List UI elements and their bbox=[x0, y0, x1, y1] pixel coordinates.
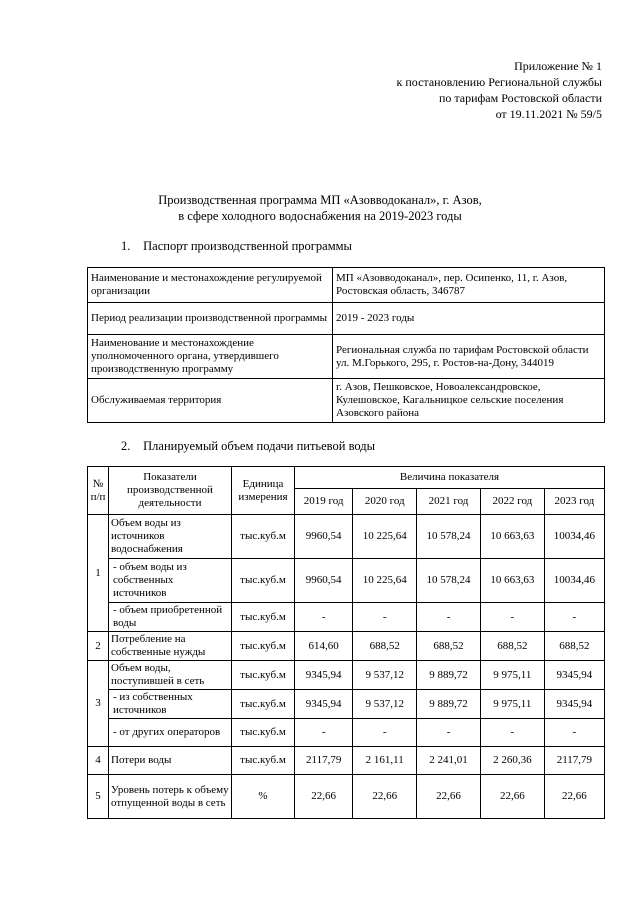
row-value: - bbox=[480, 719, 544, 747]
row-indicator: - объем воды из собственных источников bbox=[109, 559, 232, 603]
row-value: 688,52 bbox=[480, 632, 544, 661]
document-header bbox=[397, 58, 602, 122]
row-indicator: Объем воды, поступившей в сеть bbox=[109, 661, 232, 690]
table-row bbox=[88, 661, 605, 690]
row-value: - bbox=[544, 719, 604, 747]
passport-row bbox=[88, 335, 605, 379]
row-number: 3 bbox=[88, 661, 109, 747]
row-indicator: Объем воды из источников водоснабжения bbox=[109, 515, 232, 559]
table-row bbox=[88, 559, 605, 603]
passport-table bbox=[87, 267, 605, 423]
row-value: 2 260,36 bbox=[480, 747, 544, 775]
title-line-1: Производственная программа МП «Азовводоканал», г. Азов, bbox=[158, 193, 482, 207]
row-unit: тыс.куб.м bbox=[232, 719, 295, 747]
row-number: 1 bbox=[88, 515, 109, 632]
passport-value: г. Азов, Пешковское, Новоалександровское, Кулешовское, Кагальницкое сельские поселения Азовского района bbox=[333, 379, 605, 423]
row-value: 9 975,11 bbox=[480, 661, 544, 690]
row-value: 22,66 bbox=[295, 775, 353, 819]
row-indicator: - от других операторов bbox=[109, 719, 232, 747]
row-indicator: - объем приобретенной воды bbox=[109, 603, 232, 632]
row-value: 688,52 bbox=[544, 632, 604, 661]
passport-label: Наименование и местонахождение уполномоченного органа, утвердившего производственную программу bbox=[88, 335, 333, 379]
header-unit: Единица измерения bbox=[232, 467, 295, 515]
section-1-label: Паспорт производственной программы bbox=[143, 239, 352, 253]
row-value: - bbox=[295, 719, 353, 747]
row-value: 9345,94 bbox=[544, 690, 604, 719]
row-value: 9 889,72 bbox=[417, 661, 481, 690]
passport-row bbox=[88, 303, 605, 335]
row-value: 614,60 bbox=[295, 632, 353, 661]
row-value: 10 663,63 bbox=[480, 515, 544, 559]
row-value: 2117,79 bbox=[295, 747, 353, 775]
year-2023: 2023 год bbox=[544, 489, 604, 515]
table-row bbox=[88, 603, 605, 632]
header-line-2: к постановлению Региональной службы bbox=[396, 75, 602, 89]
passport-label: Период реализации производственной программы bbox=[88, 303, 333, 335]
row-value: 10034,46 bbox=[544, 515, 604, 559]
header-value: Величина показателя bbox=[295, 467, 605, 489]
volume-table bbox=[87, 466, 605, 819]
row-unit: тыс.куб.м bbox=[232, 515, 295, 559]
row-value: 22,66 bbox=[544, 775, 604, 819]
row-value: 9345,94 bbox=[295, 690, 353, 719]
row-value: 2 161,11 bbox=[353, 747, 417, 775]
passport-value: МП «Азовводоканал», пер. Осипенко, 11, г. Азов, Ростовская область, 346787 bbox=[333, 268, 605, 303]
row-value: - bbox=[417, 603, 481, 632]
row-unit: тыс.куб.м bbox=[232, 661, 295, 690]
passport-value: Региональная служба по тарифам Ростовской области ул. М.Горького, 295, г. Ростов-на-Дону, 344019 bbox=[333, 335, 605, 379]
year-2020: 2020 год bbox=[353, 489, 417, 515]
header-num: № п/п bbox=[88, 467, 109, 515]
table-row bbox=[88, 747, 605, 775]
row-value: 22,66 bbox=[480, 775, 544, 819]
passport-label: Обслуживаемая территория bbox=[88, 379, 333, 423]
row-number: 2 bbox=[88, 632, 109, 661]
row-indicator: - из собственных источников bbox=[109, 690, 232, 719]
row-value: 9 537,12 bbox=[353, 661, 417, 690]
table-row bbox=[88, 690, 605, 719]
passport-value: 2019 - 2023 годы bbox=[333, 303, 605, 335]
year-2019: 2019 год bbox=[295, 489, 353, 515]
row-value: 688,52 bbox=[417, 632, 481, 661]
volume-header-row bbox=[88, 467, 605, 489]
row-value: 22,66 bbox=[353, 775, 417, 819]
passport-row bbox=[88, 268, 605, 303]
header-indicator: Показатели производственной деятельности bbox=[109, 467, 232, 515]
row-unit: % bbox=[232, 775, 295, 819]
header-line-3: по тарифам Ростовской области bbox=[438, 91, 602, 105]
row-indicator: Потери воды bbox=[109, 747, 232, 775]
section-2-label: Планируемый объем подачи питьевой воды bbox=[143, 439, 376, 453]
row-value: 9345,94 bbox=[544, 661, 604, 690]
section-1-heading bbox=[121, 239, 352, 254]
row-value: 9960,54 bbox=[295, 559, 353, 603]
header-line-1: Приложение № 1 bbox=[514, 59, 602, 73]
row-value: - bbox=[353, 603, 417, 632]
row-value: 10 225,64 bbox=[353, 515, 417, 559]
year-2021: 2021 год bbox=[417, 489, 481, 515]
row-value: 9 975,11 bbox=[480, 690, 544, 719]
header-line-4: от 19.11.2021 № 59/5 bbox=[495, 107, 602, 121]
section-1-number: 1. bbox=[121, 239, 131, 253]
row-unit: тыс.куб.м bbox=[232, 747, 295, 775]
row-value: 2117,79 bbox=[544, 747, 604, 775]
row-value: 10034,46 bbox=[544, 559, 604, 603]
row-value: 10 578,24 bbox=[417, 515, 481, 559]
table-row bbox=[88, 515, 605, 559]
row-number: 4 bbox=[88, 747, 109, 775]
row-value: 2 241,01 bbox=[417, 747, 481, 775]
row-value: 9345,94 bbox=[295, 661, 353, 690]
table-row bbox=[88, 632, 605, 661]
row-value: 22,66 bbox=[417, 775, 481, 819]
row-unit: тыс.куб.м bbox=[232, 603, 295, 632]
row-unit: тыс.куб.м bbox=[232, 632, 295, 661]
table-row bbox=[88, 719, 605, 747]
row-number: 5 bbox=[88, 775, 109, 819]
row-indicator: Уровень потерь к объему отпущенной воды в сеть bbox=[109, 775, 232, 819]
section-2-heading bbox=[121, 439, 375, 454]
row-value: 9 889,72 bbox=[417, 690, 481, 719]
row-indicator: Потребление на собственные нужды bbox=[109, 632, 232, 661]
table-row bbox=[88, 775, 605, 819]
row-value: - bbox=[295, 603, 353, 632]
row-value: 9 537,12 bbox=[353, 690, 417, 719]
row-value: - bbox=[544, 603, 604, 632]
row-value: 9960,54 bbox=[295, 515, 353, 559]
row-value: 10 663,63 bbox=[480, 559, 544, 603]
row-value: 688,52 bbox=[353, 632, 417, 661]
row-value: 10 578,24 bbox=[417, 559, 481, 603]
section-2-number: 2. bbox=[121, 439, 131, 453]
document-title bbox=[0, 192, 640, 224]
passport-row bbox=[88, 379, 605, 423]
row-value: 10 225,64 bbox=[353, 559, 417, 603]
title-line-2: в сфере холодного водоснабжения на 2019-2023 годы bbox=[178, 209, 462, 223]
row-value: - bbox=[353, 719, 417, 747]
row-unit: тыс.куб.м bbox=[232, 690, 295, 719]
passport-label: Наименование и местонахождение регулируемой организации bbox=[88, 268, 333, 303]
row-unit: тыс.куб.м bbox=[232, 559, 295, 603]
year-2022: 2022 год bbox=[480, 489, 544, 515]
row-value: - bbox=[417, 719, 481, 747]
row-value: - bbox=[480, 603, 544, 632]
